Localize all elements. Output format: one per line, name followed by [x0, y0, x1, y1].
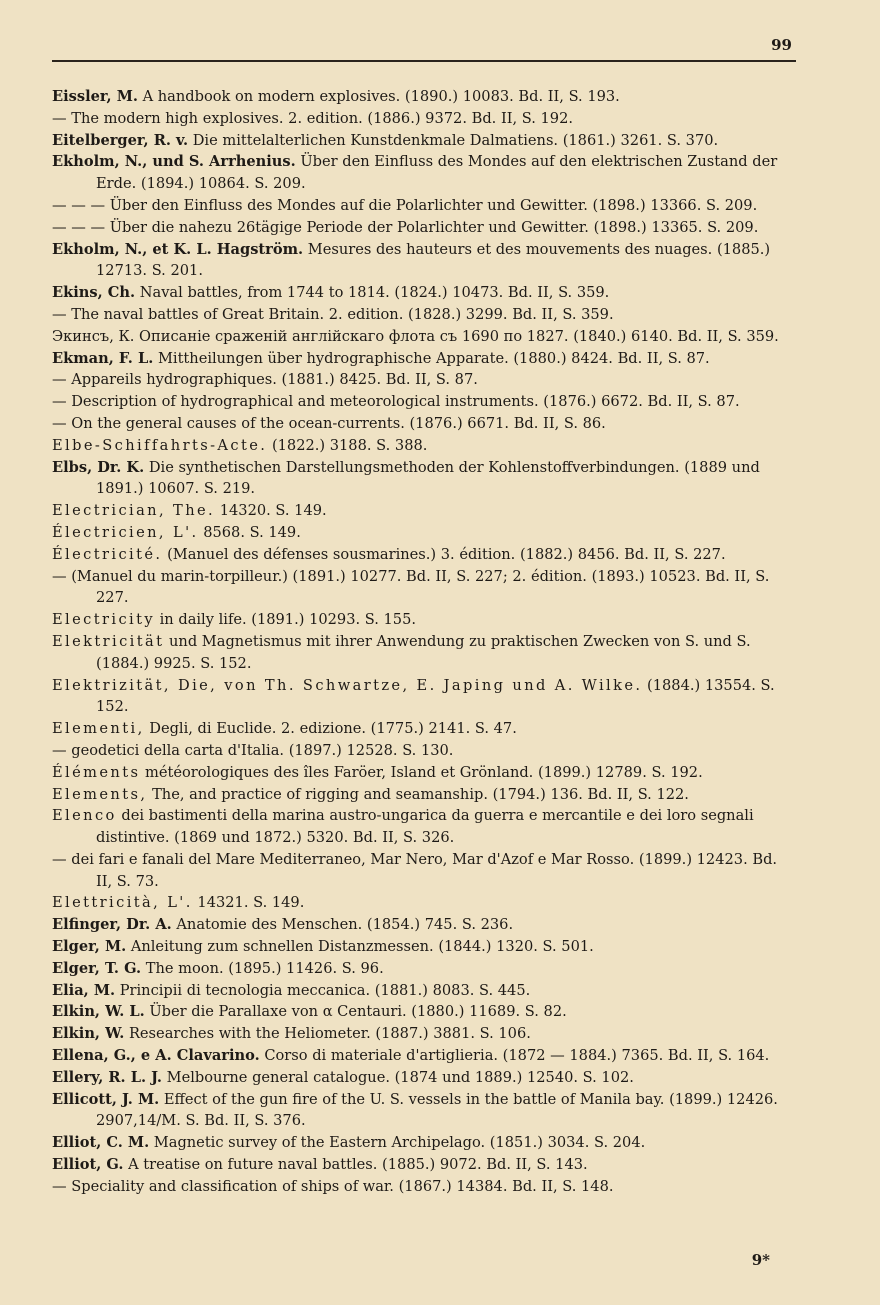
entry-text: Die synthetischen Darstellungsmethoden der Kohlenstoffverbindungen. (1889 und 1891.) 10607. S. 219. — [96, 458, 760, 498]
catalogue-entry — [52, 1176, 796, 1198]
entry-text: Corso di materiale d'artiglieria. (1872 — 1884.) 7365. Bd. II, S. 164. — [264, 1047, 770, 1065]
entry-text: (1884.) 13554. S. 152. — [96, 676, 775, 716]
entry-author: Eissler, M. — [52, 88, 138, 105]
entry-text: Degli, di Euclide. 2. edizione. (1775.) 2141. S. 47. — [149, 720, 517, 738]
entry-author: Ellery, R. L. J. — [52, 1068, 162, 1086]
entry-text: Naval battles, from 1744 to 1814. (1824.) 10473. Bd. II, S. 359. — [139, 284, 610, 302]
catalogue-entry — [52, 239, 796, 283]
entry-author: Ellena, G., e A. Clavarino. — [52, 1047, 260, 1065]
entry-author: Ekins, Ch. — [52, 284, 136, 302]
entry-title-spaced: Elements, — [52, 785, 148, 803]
catalogue-entry — [52, 849, 796, 893]
catalogue-entry — [52, 282, 796, 304]
entry-author: Elkin, W. — [52, 1025, 125, 1043]
catalogue-entry — [52, 1045, 796, 1067]
catalogue-entry — [52, 413, 796, 435]
entry-author: Ekholm, N., und S. Arrhenius. — [52, 153, 296, 171]
entry-title-spaced: Électricité. — [52, 545, 163, 563]
entry-text: Principii di tecnologia meccanica. (1881.) 8083. S. 445. — [119, 981, 531, 999]
entry-text: — On the general causes of the ocean-currents. (1876.) 6671. Bd. II, S. 86. — [52, 414, 606, 432]
catalogue-entry — [52, 675, 796, 719]
entry-title-spaced: Electricity — [52, 611, 155, 629]
entry-text: — geodetici della carta d'Italia. (1897.) 12528. S. 130. — [52, 741, 454, 759]
entry-author: Elbs, Dr. K. — [52, 458, 145, 476]
entry-text: The moon. (1895.) 11426. S. 96. — [145, 959, 384, 977]
entry-text: — — — Über die nahezu 26tägige Periode der Polarlichter und Gewitter. (1898.) 13365. S. 209. — [52, 218, 759, 236]
entry-text: — Appareils hydrographiques. (1881.) 8425. Bd. II, S. 87. — [52, 371, 478, 389]
entry-text: Effect of the gun fire of the U. S. vessels in the battle of Manila bay. (1899.) 12426. 2907,14/M. S. Bd. II, S. 376. — [96, 1090, 778, 1130]
entry-author: Ellicott, J. M. — [52, 1090, 160, 1108]
entry-text: — — — Über den Einfluss des Mondes auf die Polarlichter und Gewitter. (1898.) 13366. S. 209. — [52, 196, 758, 214]
entry-text: Anatomie des Menschen. (1854.) 745. S. 236. — [176, 916, 514, 934]
entry-text: in daily life. (1891.) 10293. S. 155. — [159, 611, 417, 629]
entry-text: 14320. S. 149. — [219, 502, 327, 520]
entry-text: — The modern high explosives. 2. edition. (1886.) 9372. Bd. II, S. 192. — [52, 109, 573, 127]
entry-author: Eitelberger, R. v. — [52, 131, 189, 149]
catalogue-entry — [52, 718, 796, 740]
catalogue-entry — [52, 762, 796, 784]
entry-author: Elfinger, Dr. A. — [52, 916, 172, 934]
catalogue-entry — [52, 457, 796, 501]
catalogue-entry — [52, 914, 796, 936]
entry-author: Elger, M. — [52, 938, 127, 956]
catalogue-entry — [52, 1001, 796, 1023]
entry-title-spaced: Électricien, L'. — [52, 523, 199, 541]
entry-text: A treatise on future naval battles. (1885.) 9072. Bd. II, S. 143. — [128, 1156, 588, 1174]
entry-author: Elliot, C. M. — [52, 1134, 150, 1152]
catalogue-entry — [52, 391, 796, 413]
entry-text: — Description of hydrographical and meteorological instruments. (1876.) 6672. Bd. II, S. 87. — [52, 393, 740, 411]
catalogue-entry — [52, 980, 796, 1002]
entry-text: Researches with the Heliometer. (1887.) 3881. S. 106. — [128, 1025, 531, 1043]
catalogue-entry — [52, 631, 796, 675]
catalogue-entry — [52, 1132, 796, 1154]
catalogue-entry — [52, 1154, 796, 1176]
catalogue-entry — [52, 130, 796, 152]
entry-title-spaced: Electrician, The. — [52, 502, 216, 520]
entry-author: Elliot, G. — [52, 1156, 124, 1174]
entry-text: Mesures des hauteurs et des mouvements des nuages. (1885.) 12713. S. 201. — [96, 240, 771, 280]
entry-text: Magnetic survey of the Eastern Archipelago. (1851.) 3034. S. 204. — [153, 1134, 646, 1152]
entry-title-spaced: Elektrizität, Die, von Th. Schwartze, E. Japing und A. Wilke. — [52, 676, 643, 694]
entry-text: The, and practice of rigging and seamanship. (1794.) 136. Bd. II, S. 122. — [152, 785, 689, 803]
catalogue-entry — [52, 1023, 796, 1045]
entry-text: — Speciality and classification of ships of war. (1867.) 14384. Bd. II, S. 148. — [52, 1177, 614, 1195]
catalogue-entry — [52, 892, 796, 914]
catalogue-entry — [52, 805, 796, 849]
catalogue-entry — [52, 304, 796, 326]
header-rule — [52, 60, 796, 62]
entry-text: Über den Einfluss des Mondes auf den elektrischen Zustand der Erde. (1894.) 10864. S. 209. — [96, 153, 778, 193]
entry-title-spaced: Elementi, — [52, 720, 145, 738]
entry-text: A handbook on modern explosives. (1890.) 10083. Bd. II, S. 193. — [142, 88, 620, 105]
catalogue-entry — [52, 936, 796, 958]
entry-title-spaced: Elektricität — [52, 632, 165, 650]
signature-mark: 9* — [751, 1251, 770, 1269]
catalogue-entry — [52, 86, 796, 108]
catalogue-entry — [52, 566, 796, 610]
entry-text: Über die Parallaxe von α Centauri. (1880.) 11689. S. 82. — [149, 1003, 567, 1021]
entry-text: 14321. S. 149. — [197, 894, 305, 912]
catalogue-entry — [52, 740, 796, 762]
entry-text: — (Manuel du marin-torpilleur.) (1891.) 10277. Bd. II, S. 227; 2. édition. (1893.) 10523. Bd. II, S. 227. — [52, 567, 770, 607]
entry-text: und Magnetismus mit ihrer Anwendung zu praktischen Zwecken von S. und S. (1884.) 9925. S. 152. — [96, 632, 751, 672]
entry-author: Ekholm, N., et K. L. Hagström. — [52, 240, 304, 258]
catalogue-entry — [52, 500, 796, 522]
entry-text: Die mittelalterlichen Kunstdenkmale Dalmatiens. (1861.) 3261. S. 370. — [192, 131, 719, 149]
entry-text: Mittheilungen über hydrographische Apparate. (1880.) 8424. Bd. II, S. 87. — [157, 349, 710, 367]
catalogue-entry — [52, 1089, 796, 1133]
catalogue-entry — [52, 369, 796, 391]
entry-author: Elia, M. — [52, 981, 116, 999]
catalogue-entry — [52, 544, 796, 566]
catalogue-entry — [52, 326, 796, 348]
entry-author: Ekman, F. L. — [52, 349, 154, 367]
entry-title-spaced: Elenco — [52, 807, 117, 825]
catalogue-entry — [52, 435, 796, 457]
catalogue-entry — [52, 1067, 796, 1089]
entry-text: 8568. S. 149. — [203, 523, 301, 541]
entry-text: Melbourne general catalogue. (1874 und 1889.) 12540. S. 102. — [166, 1068, 634, 1086]
catalogue-entry — [52, 609, 796, 631]
catalogue-entry — [52, 348, 796, 370]
page-number: 99 — [771, 36, 792, 54]
catalogue-entry — [52, 195, 796, 217]
catalogue-entry — [52, 958, 796, 980]
catalogue-entry — [52, 108, 796, 130]
entry-text: — dei fari e fanali del Mare Mediterraneo, Mar Nero, Mar d'Azof e Mar Rosso. (1899.) 12423. Bd. II, S. 73. — [52, 850, 778, 890]
catalogue-entries — [52, 86, 796, 1198]
entry-text: météorologiques des îles Faröer, Island et Grönland. (1899.) 12789. S. 192. — [145, 763, 703, 781]
catalogue-entry — [52, 151, 796, 195]
catalogue-entry — [52, 217, 796, 239]
catalogue-entry — [52, 522, 796, 544]
entry-text: dei bastimenti della marina austro-ungarica da guerra e mercantile e dei loro segnali distintive. (1869 und 1872.) 5320. Bd. II, S. 326. — [96, 807, 754, 847]
entry-text: Экинсъ, К. Описаніе сраженій англійскаго флота съ 1690 по 1827. (1840.) 6140. Bd. II, S. 359. — [52, 327, 779, 345]
entry-author: Elkin, W. L. — [52, 1003, 145, 1021]
entry-text: Anleitung zum schnellen Distanzmessen. (1844.) 1320. S. 501. — [130, 938, 594, 956]
entry-text: (1822.) 3188. S. 388. — [271, 436, 428, 454]
entry-text: — The naval battles of Great Britain. 2. edition. (1828.) 3299. Bd. II, S. 359. — [52, 305, 614, 323]
entry-title-spaced: Éléments — [52, 763, 141, 781]
catalogue-entry — [52, 784, 796, 806]
entry-title-spaced: Elbe-Schiffahrts-Acte. — [52, 436, 268, 454]
entry-title-spaced: Elettricità, L'. — [52, 894, 193, 912]
entry-author: Elger, T. G. — [52, 959, 142, 977]
entry-text: (Manuel des défenses sousmarines.) 3. édition. (1882.) 8456. Bd. II, S. 227. — [167, 545, 726, 563]
